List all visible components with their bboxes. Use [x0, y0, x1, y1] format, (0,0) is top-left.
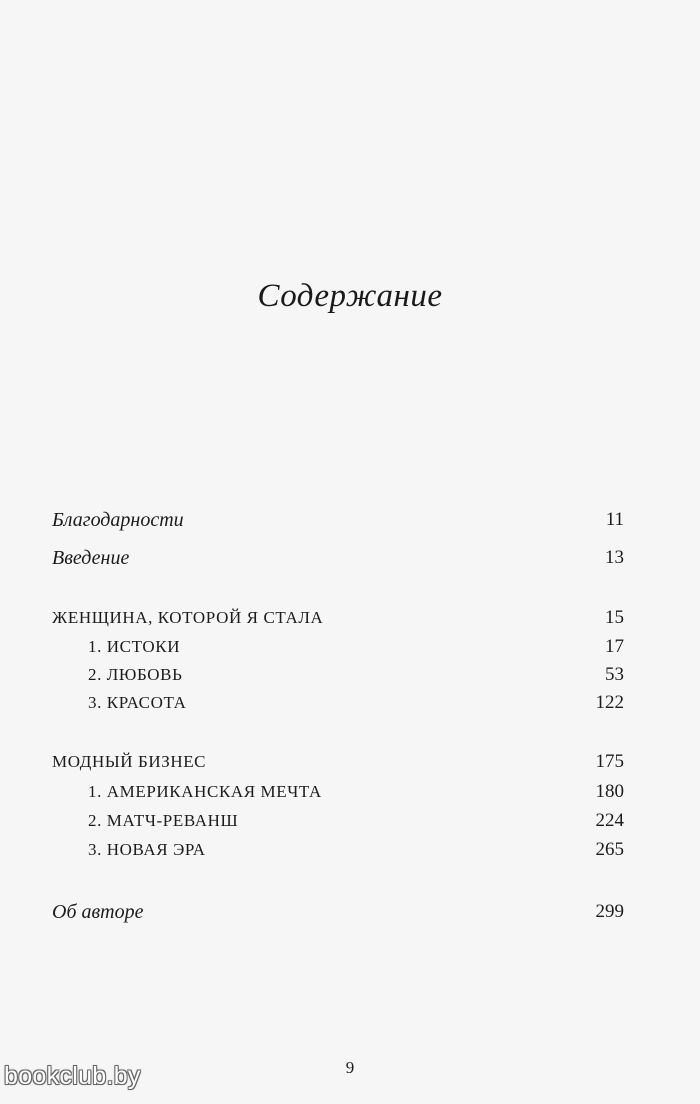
- toc-entry-page: 175: [595, 751, 624, 772]
- toc-entry-label: МОДНЫЙ БИЗНЕС: [52, 752, 207, 771]
- toc-entry-chapter-american-dream: [0, 777, 700, 807]
- toc-entry-label: Благодарности: [52, 509, 184, 531]
- toc-entry-page: 13: [605, 547, 624, 568]
- toc-entry-label: 2. ЛЮБОВЬ: [88, 665, 183, 684]
- toc-entry-chapter-origins: [0, 632, 700, 662]
- toc-entry-page: 11: [605, 509, 624, 530]
- toc-entry-chapter-beauty: [0, 688, 700, 718]
- toc-entry-page: 17: [605, 636, 624, 657]
- toc-entry-label: Об авторе: [52, 901, 144, 923]
- toc-entry-label: 2. МАТЧ-РЕВАНШ: [88, 811, 239, 830]
- toc-entry-page: 224: [595, 810, 624, 831]
- toc-entry-label: 3. КРАСОТА: [88, 693, 187, 712]
- toc-entry-page: 15: [605, 607, 624, 628]
- toc-entry-label: 1. АМЕРИКАНСКАЯ МЕЧТА: [88, 782, 322, 801]
- watermark: bookclub.by: [4, 1062, 141, 1090]
- toc-entry-page: 180: [595, 781, 624, 802]
- toc-entry-page: 122: [595, 692, 624, 713]
- page-number: 9: [345, 1058, 355, 1077]
- toc-entry-label: 3. НОВАЯ ЭРА: [88, 840, 206, 859]
- toc-entry-chapter-love: [0, 660, 700, 690]
- page-title: Содержание: [257, 278, 443, 314]
- toc-entry-about-author: [0, 897, 700, 927]
- toc-entry-introduction: [0, 543, 700, 573]
- toc-entry-page: 265: [595, 839, 624, 860]
- toc-entry-chapter-rematch: [0, 806, 700, 836]
- toc-entry-label: Введение: [52, 547, 130, 569]
- toc-entry-page: 53: [605, 664, 624, 685]
- toc-entry-label: 1. ИСТОКИ: [88, 637, 181, 656]
- toc-entry-acknowledgements: [0, 505, 700, 535]
- toc-entry-page: 299: [595, 901, 624, 922]
- toc-entry-part-one: [0, 603, 700, 633]
- toc-entry-part-two: [0, 747, 700, 777]
- toc-entry-chapter-new-era: [0, 835, 700, 865]
- toc-entry-label: ЖЕНЩИНА, КОТОРОЙ Я СТАЛА: [52, 608, 324, 627]
